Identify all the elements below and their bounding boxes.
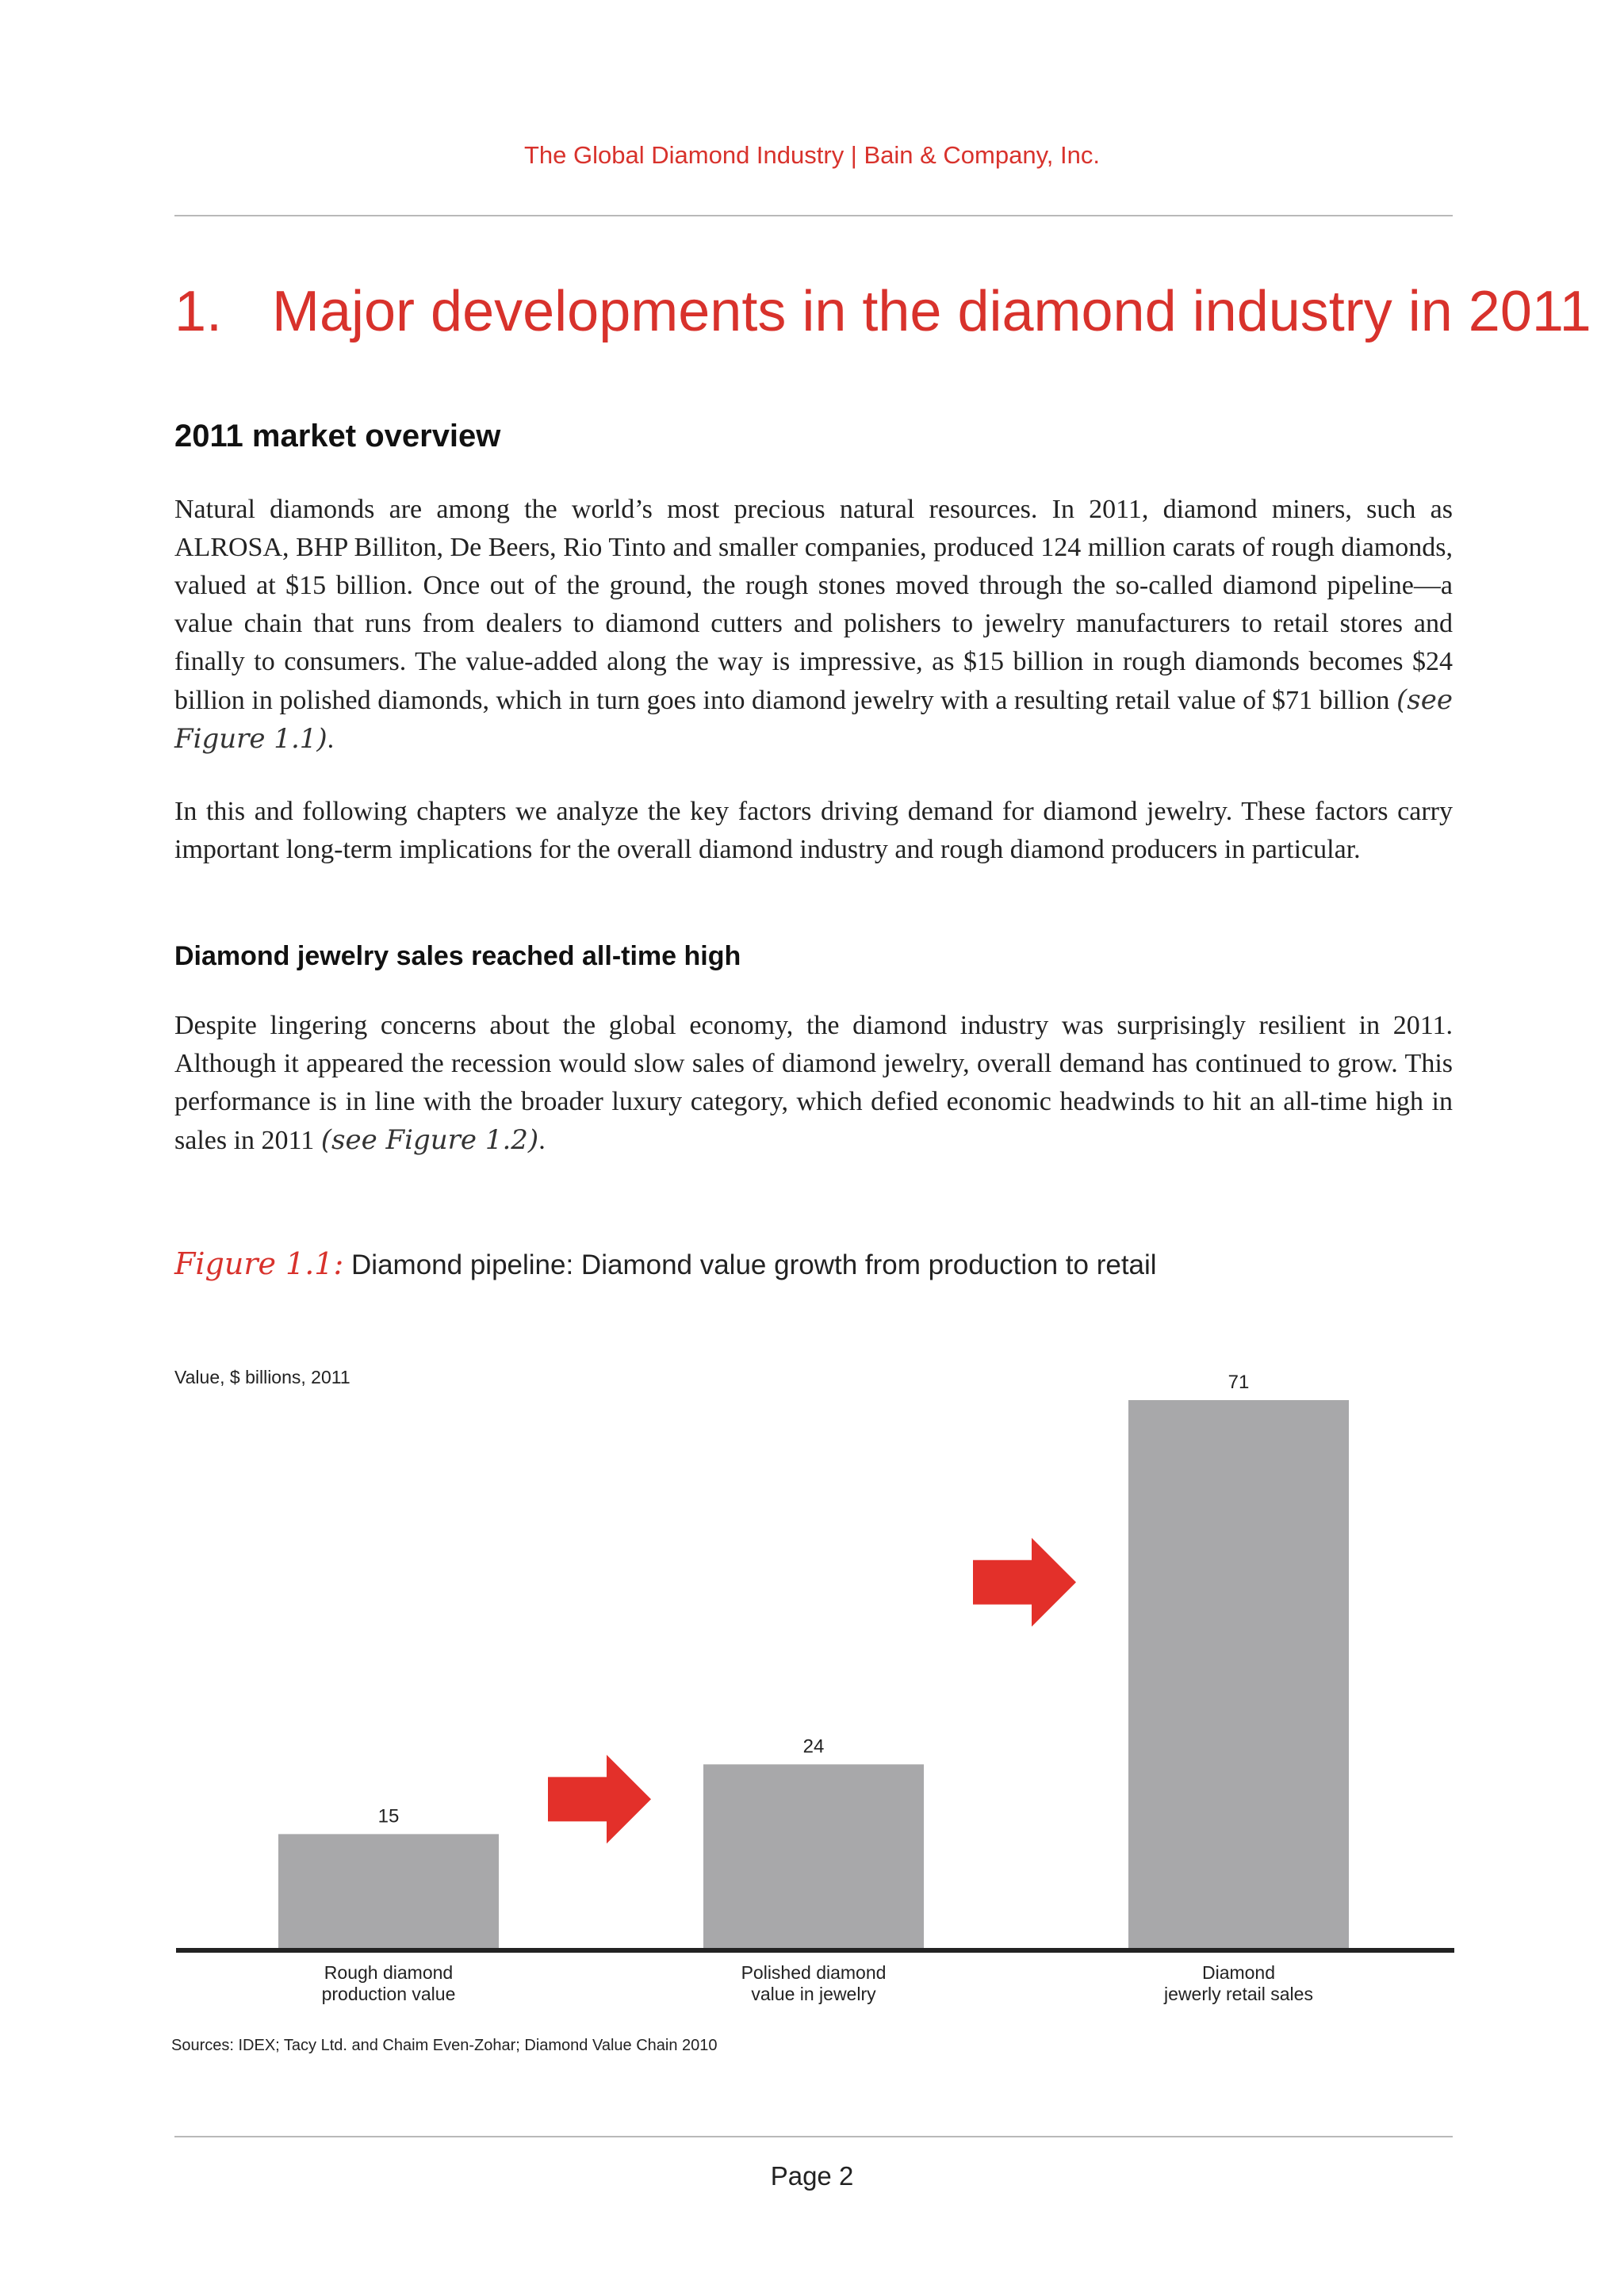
chapter-number: 1.: [174, 280, 223, 343]
right-arrow-icon: [548, 1755, 651, 1843]
category-label: value in jewelry: [751, 1984, 876, 2004]
paragraph-end: .: [327, 725, 335, 754]
page-number: Page 2: [770, 2161, 854, 2191]
right-arrow-icon: [973, 1538, 1076, 1627]
chart-container: [159, 1348, 1475, 2054]
category-label: Rough diamond: [324, 1962, 454, 1983]
paragraph-demand-factors: In this and following chapters we analyze the key factors driving demand for diamond jewelry. These factors carry important long-term implications for the overall diamond industry and rough diamond producers in particular.: [174, 797, 1453, 864]
bar-value-label: 15: [377, 1805, 400, 1827]
bar: [1128, 1400, 1349, 1950]
unit-label: Value, $ billions, 2011: [174, 1367, 350, 1387]
category-label: jewerly retail sales: [1164, 1984, 1313, 2004]
figure-caption: [174, 1246, 1459, 1281]
running-header: The Global Diamond Industry | Bain & Company, Inc.: [524, 141, 1100, 169]
figure-caption-text: Diamond pipeline: Diamond value growth from production to retail: [351, 1249, 1157, 1280]
header-divider: [174, 215, 1453, 216]
bar-value-label: 71: [1228, 1372, 1250, 1393]
bar-value-label: 24: [802, 1735, 825, 1758]
category-label: production value: [321, 1984, 456, 2004]
chapter-title-text: Major developments in the diamond industry in 2011: [272, 280, 1591, 343]
category-label: Diamond: [1201, 1962, 1276, 1983]
bar: [703, 1764, 924, 1950]
bar: [278, 1834, 499, 1950]
paragraph-text: Natural diamonds are among the world’s most precious natural resources. In 2011, diamond miners, such as ALROSA, BHP Billiton, De Beers, Rio Tinto and smaller companies, produced 124 million carats of rough diamonds, valued at $15 billion. Once out of the ground, the rough stones moved through the so-called diamond pipeline—a value chain that runs from dealers to diamond cutters and polishers to jewelry manufacturers to retail stores and finally to consumers. The value-added along the way is impressive, as $15 billion in rough diamonds becomes $24 billion in polished diamonds, which in turn goes into diamond jewelry with a resulting retail value of $71 billion: [174, 495, 1453, 715]
paragraph-resilience: [174, 1007, 1453, 1160]
paragraph-market-overview: [174, 491, 1453, 759]
category-label: Polished diamond: [741, 1962, 887, 1983]
bar-chart: [159, 1348, 1475, 2054]
chart-source-note: Sources: IDEX; Tacy Ltd. and Chaim Even-Zohar; Diamond Value Chain 2010: [171, 2037, 718, 2054]
footer-divider: [174, 2136, 1453, 2137]
section-heading: 2011 market overview: [174, 419, 501, 453]
figure-reference-link[interactable]: (see Figure 1.2): [320, 1124, 539, 1156]
subsection-heading: Diamond jewelry sales reached all-time high: [174, 941, 741, 971]
chapter-title: [174, 279, 1591, 344]
figure-reference-link[interactable]: (see Figure 1.1): [174, 684, 1454, 755]
paragraph-end: .: [538, 1126, 546, 1155]
x-axis-baseline: [176, 1948, 1454, 1953]
paragraph-text: Despite lingering concerns about the global economy, the diamond industry was surprisingly resilient in 2011. Although it appeared the recession would slow sales of diamond jewelry, overall demand has continued to grow. This performance is in line with the broader luxury category, which defied economic headwinds to hit an all-time high in sales in 2011: [174, 1011, 1453, 1155]
figure-label: Figure 1.1:: [174, 1246, 344, 1281]
